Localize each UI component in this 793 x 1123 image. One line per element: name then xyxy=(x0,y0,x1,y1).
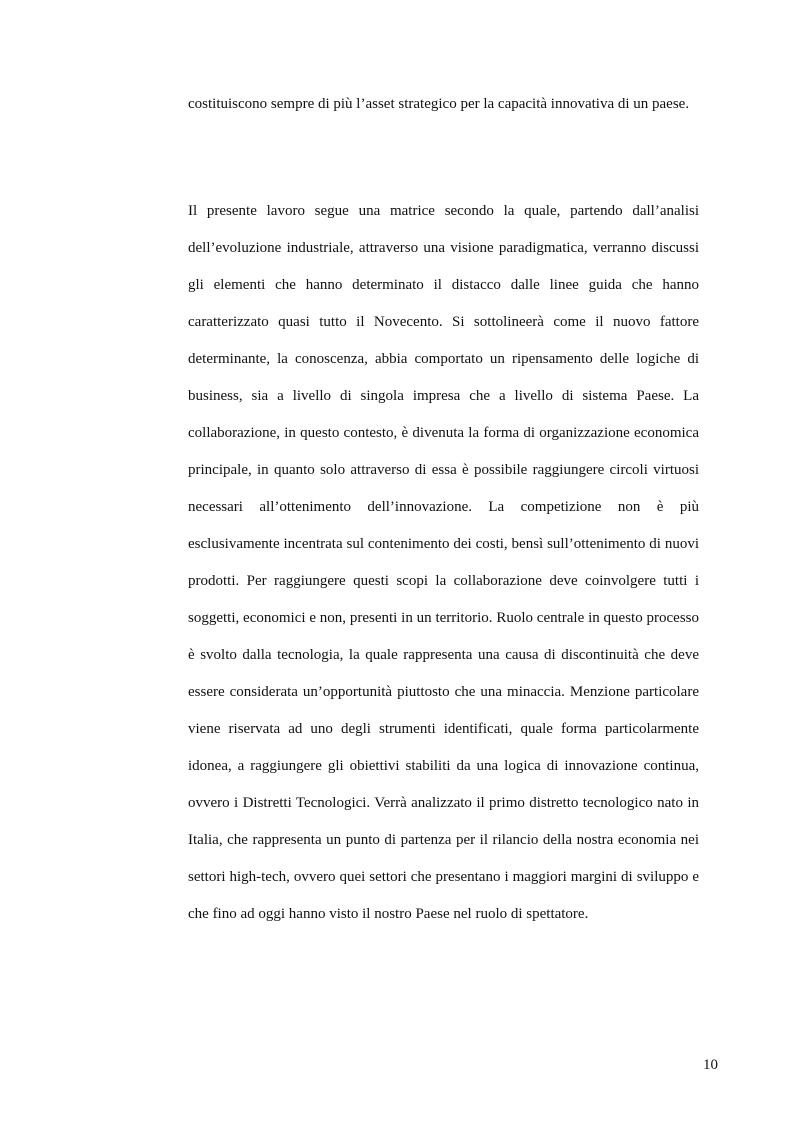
paragraph-continuation: costituiscono sempre di più l’asset strategico per la capacità innovativa di un paese. xyxy=(188,96,690,112)
page-number: 10 xyxy=(703,1057,718,1073)
paragraph-main: Il presente lavoro segue una matrice secondo la quale, partendo dall’analisi dell’evoluzione industriale, attraverso una visione paradigmatica, verranno discussi gli elementi che hanno determinato il distacco dalle linee guida che hanno caratterizzato quasi tutto il Novecento. Si sottolineerà come il nuovo fattore determinante, la conoscenza, abbia comportato un ripensamento delle logiche di business, sia a livello di singola impresa che a livello di sistema Paese. La collaborazione, in questo contesto, è divenuta la forma di organizzazione economica principale, in quanto solo attraverso di essa è possibile raggiungere circoli virtuosi necessari all’ottenimento dell’innovazione. La competizione non è più esclusivamente incentrata sul contenimento dei costi, bensì sull’ottenimento di nuovi prodotti. Per raggiungere questi scopi la collaborazione deve coinvolgere tutti i soggetti, economici e non, presenti in un territorio. Ruolo centrale in questo processo è svolto dalla tecnologia, la quale rappresenta una causa di discontinuità che deve essere considerata un’opportunità piuttosto che una minaccia. Menzione particolare viene riservata ad uno degli strumenti identificati, quale forma particolarmente idonea, a raggiungere gli obiettivi stabiliti da una logica di innovazione continua, ovvero i Distretti Tecnologici. Verrà analizzato il primo distretto tecnologico nato in Italia, che rappresenta un punto di partenza per il rilancio della nostra economia nei settori high-tech, ovvero quei settori che presentano i maggiori margini di sviluppo e che fino ad oggi hanno visto il nostro Paese nel ruolo di spettatore. xyxy=(188,203,699,922)
